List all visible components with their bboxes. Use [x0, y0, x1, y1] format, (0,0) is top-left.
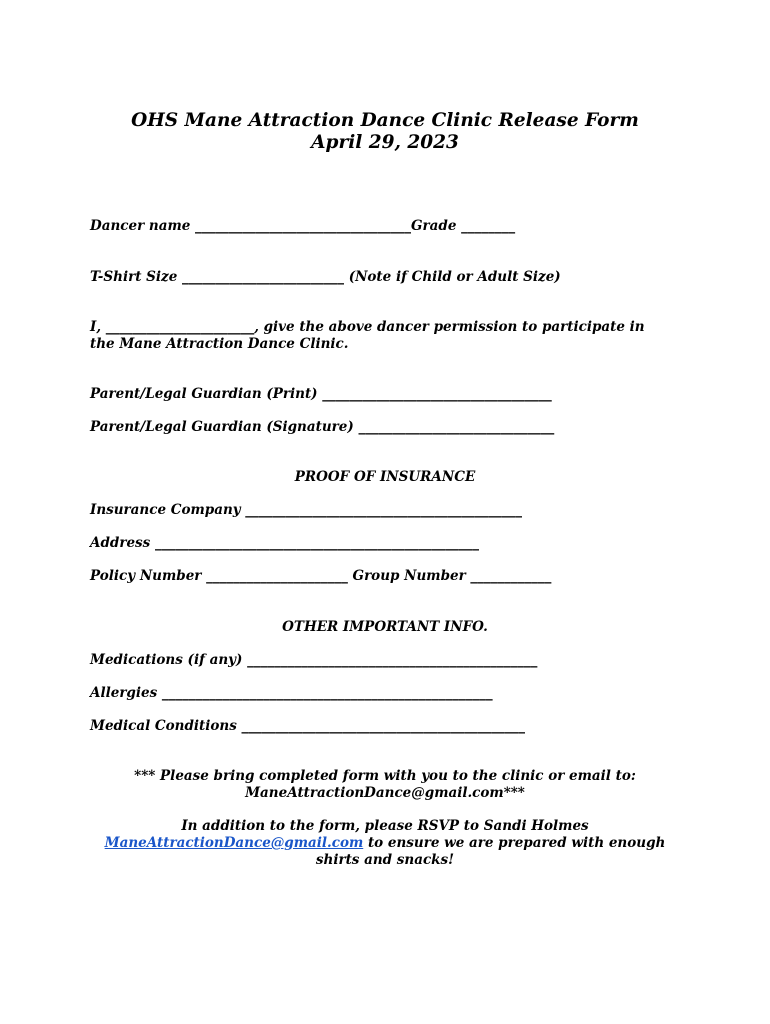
policy-group-number-field[interactable]: Policy Number _____________________ Group Number ____________ — [90, 568, 552, 584]
address-field[interactable]: Address ________________________________________________ — [90, 535, 479, 551]
rsvp-note-line2 — [0, 835, 770, 852]
tshirt-size-field[interactable]: T-Shirt Size ________________________ (Note if Child or Adult Size) — [90, 269, 561, 285]
rsvp-note-line3: shirts and snacks! — [315, 852, 455, 868]
form-title-line1: OHS Mane Attraction Dance Clinic Release Form — [131, 110, 639, 131]
rsvp-email-link[interactable]: ManeAttractionDance@gmail.com — [104, 835, 364, 851]
other-info-heading: OTHER IMPORTANT INFO. — [282, 619, 488, 635]
bring-form-note-line2: ManeAttractionDance@gmail.com*** — [245, 785, 525, 801]
medications-field[interactable]: Medications (if any) ___________________________________________ — [90, 652, 538, 668]
rsvp-note-line1: In addition to the form, please RSVP to Sandi Holmes — [181, 818, 589, 834]
insurance-company-field[interactable]: Insurance Company _________________________________________ — [90, 502, 523, 518]
rsvp-note-line2-text: to ensure we are prepared with enough — [363, 835, 666, 851]
allergies-field[interactable]: Allergies _________________________________________________ — [90, 685, 493, 701]
form-title-date: April 29, 2023 — [311, 132, 459, 153]
medical-conditions-field[interactable]: Medical Conditions __________________________________________ — [90, 718, 526, 734]
guardian-signature-field[interactable]: Parent/Legal Guardian (Signature) _____________________________ — [90, 419, 555, 435]
permission-statement-line1[interactable]: I, ______________________, give the above dancer permission to participate in — [90, 319, 645, 335]
insurance-heading: PROOF OF INSURANCE — [294, 469, 476, 485]
dancer-name-grade-field[interactable]: Dancer name ________________________________Grade ________ — [90, 218, 516, 234]
bring-form-note-line1: *** Please bring completed form with you to the clinic or email to: — [134, 768, 636, 784]
permission-statement-line2: the Mane Attraction Dance Clinic. — [90, 336, 349, 352]
guardian-print-field[interactable]: Parent/Legal Guardian (Print) __________________________________ — [90, 386, 552, 402]
